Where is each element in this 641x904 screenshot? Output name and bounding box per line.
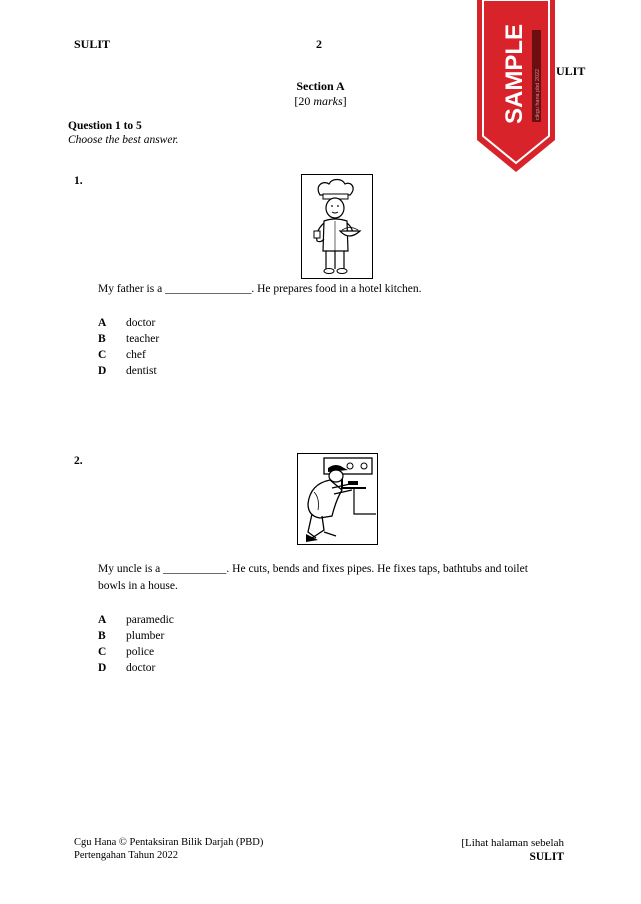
q1-option-b-text[interactable]: teacher xyxy=(126,333,160,345)
stamp-text: SAMPLE xyxy=(501,23,528,124)
q2-option-c-text[interactable]: police xyxy=(126,646,155,658)
q2-option-d-text[interactable]: doctor xyxy=(126,662,156,674)
q2-option-a-text[interactable]: paramedic xyxy=(126,614,174,626)
question-2-number: 2. xyxy=(74,455,83,467)
chef-icon xyxy=(301,174,373,279)
q1-option-a-letter: A xyxy=(98,317,107,329)
footer-next-page: [Lihat halaman sebelah xyxy=(461,837,564,849)
q1-option-c-text[interactable]: chef xyxy=(126,349,146,361)
stamp-subtext: cikgu hana pbd 2022 xyxy=(535,68,541,120)
question-1-text: My father is a _______________. He prepares food in a hotel kitchen. xyxy=(98,283,422,295)
footer-sulit: SULIT xyxy=(529,851,564,863)
q1-option-b-letter: B xyxy=(98,333,106,345)
q2-option-a-letter: A xyxy=(98,614,107,626)
question-2-text-line-2: bowls in a house. xyxy=(98,580,178,592)
question-2-text-line-1: My uncle is a ___________. He cuts, bends and fixes pipes. He fixes taps, bathtubs and toilet xyxy=(98,563,528,575)
section-title: Section A xyxy=(296,79,345,93)
q1-option-d-letter: D xyxy=(98,365,107,377)
header-sulit: SULIT xyxy=(74,37,111,51)
footer-copyright: Cgu Hana © Pentaksiran Bilik Darjah (PBD) xyxy=(74,837,264,848)
q2-option-d-letter: D xyxy=(98,662,107,674)
page-number: 2 xyxy=(316,37,322,51)
footer-exam-period: Pertengahan Tahun 2022 xyxy=(74,850,179,861)
section-marks: [20 marks] xyxy=(294,94,347,108)
plumber-icon xyxy=(297,453,378,545)
q2-option-b-text[interactable]: plumber xyxy=(126,630,165,642)
instructions-title: Question 1 to 5 xyxy=(68,120,142,132)
q1-option-d-text[interactable]: dentist xyxy=(126,365,157,377)
header-sulit-right: ULIT xyxy=(556,64,586,78)
q1-option-c-letter: C xyxy=(98,349,107,361)
question-1-number: 1. xyxy=(74,175,83,187)
q2-option-c-letter: C xyxy=(98,646,107,658)
q1-option-a-text[interactable]: doctor xyxy=(126,317,156,329)
instructions-subtitle: Choose the best answer. xyxy=(68,134,179,146)
q2-option-b-letter: B xyxy=(98,630,106,642)
